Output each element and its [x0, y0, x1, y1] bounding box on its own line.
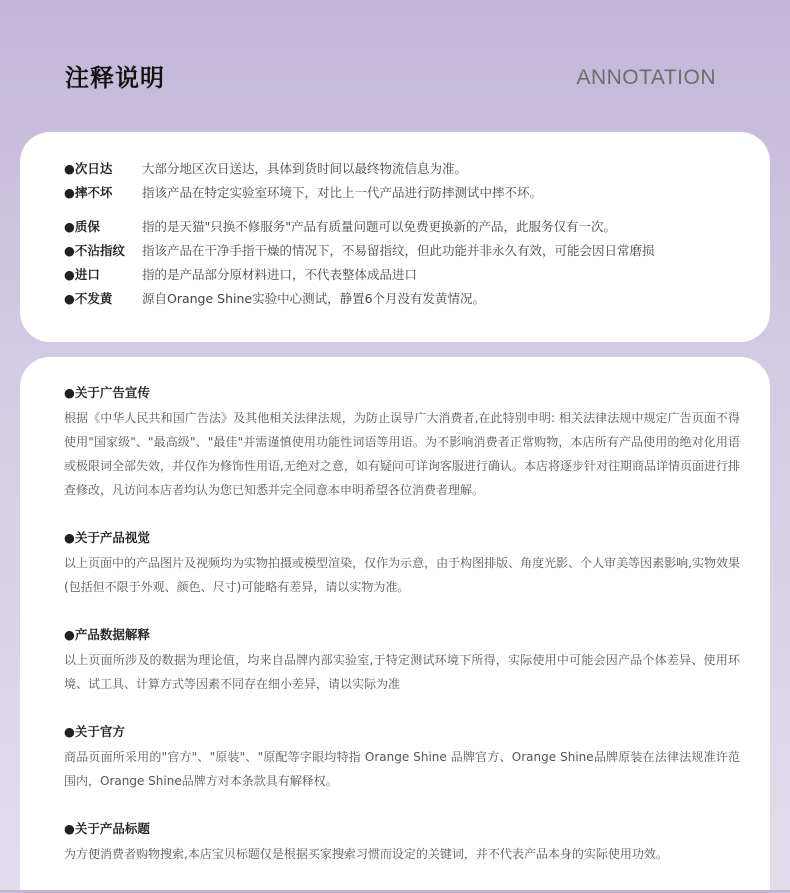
disclaimer-section [64, 626, 740, 696]
term-row [64, 242, 740, 260]
term-desc: 源自Orange Shine实验中心测试，静置6个月没有发黄情况。 [142, 291, 486, 306]
term-desc: 指的是天猫"只换不修服务"产品有质量问题可以免费更换新的产品，此服务仅有一次。 [142, 219, 617, 234]
term-row [64, 218, 740, 236]
term-name: ●质保 [64, 219, 100, 234]
terms-card [20, 132, 770, 342]
section-title: ●关于官方 [64, 724, 125, 739]
section-title: ●关于产品标题 [64, 821, 150, 836]
term-row [64, 184, 740, 202]
term-desc: 大部分地区次日送达，具体到货时间以最终物流信息为准。 [142, 161, 468, 176]
section-title: ●关于广告宣传 [64, 385, 150, 400]
term-name: ●不沾指纹 [64, 243, 125, 258]
section-body: 以上页面中的产品图片及视频均为实物拍摄或模型渲染，仅作为示意，由于构图排版、角度光影、个人审美等因素影响,实物效果(包括但不限于外观、颜色、尺寸)可能略有差异，请以实物为准。 [64, 556, 740, 594]
term-desc: 指该产品在干净手指干燥的情况下，不易留指纹，但此功能并非永久有效，可能会因日常磨损 [142, 243, 655, 258]
term-desc: 指该产品在特定实验室环境下，对比上一代产品进行防摔测试中摔不坏。 [142, 185, 543, 200]
section-title: ●关于产品视觉 [64, 530, 150, 545]
disclaimer-section [64, 820, 740, 866]
disclaimer-sections [64, 384, 740, 893]
term-name: ●进口 [64, 267, 100, 282]
term-name: ●次日达 [64, 161, 113, 176]
disclaimer-section [64, 723, 740, 793]
section-title: ●产品数据解释 [64, 627, 150, 642]
disclaimer-card [20, 357, 770, 890]
section-body: 商品页面所采用的"官方"、"原装"、"原配等字眼均特指 Orange Shine 品牌官方、Orange Shine品牌原装在法律法规准许范围内，Orange Shine品牌方对本条款具有解释权。 [64, 750, 740, 788]
page-title: 注释说明 [65, 64, 165, 92]
term-name: ●不发黄 [64, 291, 113, 306]
term-desc: 指的是产品部分原材料进口，不代表整体成品进口 [142, 267, 418, 282]
term-row [64, 290, 740, 308]
terms-list [64, 160, 740, 308]
term-row [64, 160, 740, 178]
section-body: 以上页面所涉及的数据为理论值，均来自品牌内部实验室,于特定测试环境下所得，实际使用中可能会因产品个体差异、使用环境、试工具、计算方式等因素不同存在细小差异，请以实际为准 [64, 653, 740, 691]
term-row [64, 266, 740, 284]
disclaimer-section [64, 384, 740, 502]
disclaimer-section [64, 529, 740, 599]
section-body: 为方便消费者购物搜索,本店宝贝标题仅是根据买家搜索习惯而设定的关键词，并不代表产品本身的实际使用功效。 [64, 847, 668, 861]
term-name: ●摔不坏 [64, 185, 113, 200]
section-body: 根据《中华人民共和国广告法》及其他相关法律法规，为防止误导广大消费者,在此特别申明: 相关法律法规中规定广告页面不得使用"国家级"、"最高级"、"最佳"并需谨慎使用功能性词语等用语。为不影响消费者正常购物，本店所有产品使用的绝对化用语或极限词全部失效，并仅作为修饰性用语,无绝对之意，如有疑问可详询客服进行确认。本店将逐步针对往期商品详情页面进行排查修改，凡访问本店者均认为您已知悉并完全同意本申明希望各位消费者理解。 [64, 411, 740, 497]
page-subtitle: ANNOTATION [576, 66, 716, 89]
